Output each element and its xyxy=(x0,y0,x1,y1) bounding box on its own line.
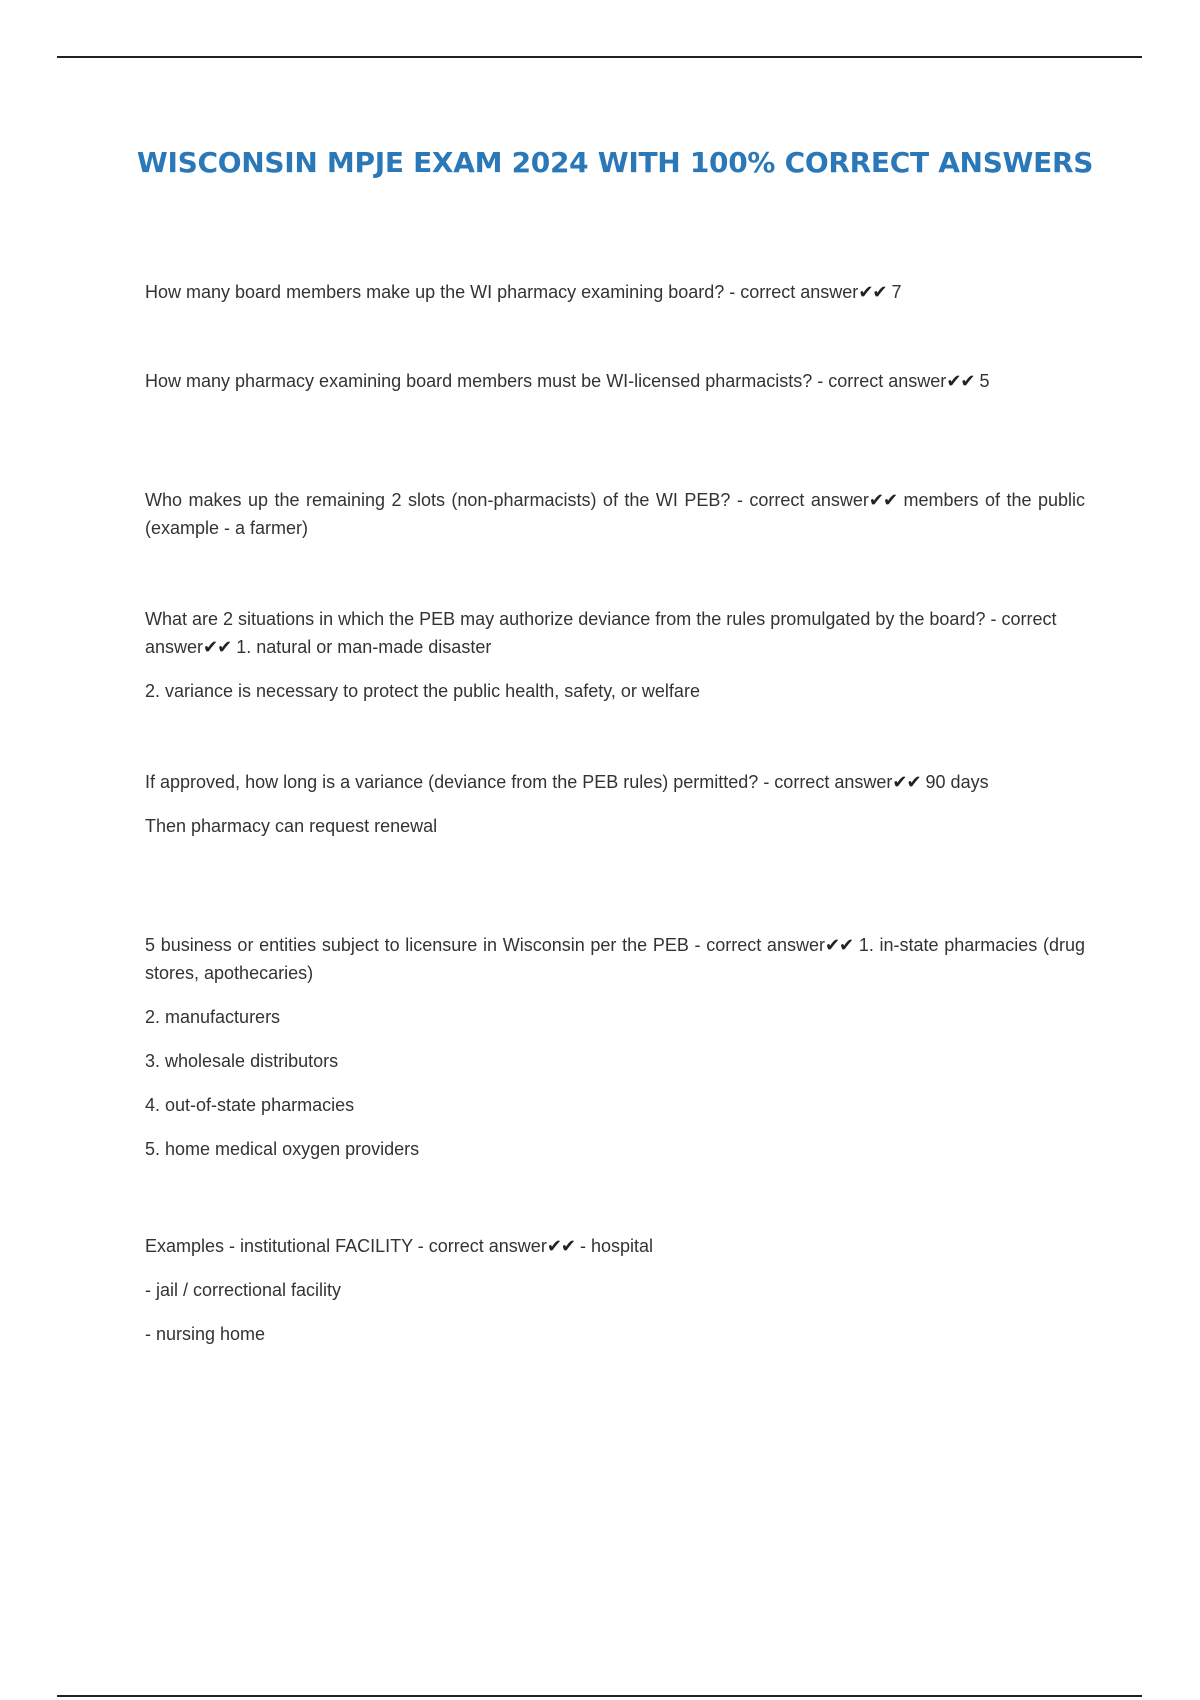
answer-separator: - correct answer xyxy=(688,935,825,955)
checkmark-icon: ✔✔ xyxy=(824,935,854,955)
answer-separator: - correct answer xyxy=(730,490,869,510)
answer-text: 5 xyxy=(974,371,990,391)
answer-separator: - correct answer xyxy=(724,282,859,302)
question-text: 5 business or entities subject to licensure in Wisconsin per the PEB xyxy=(145,935,689,955)
qa-item xyxy=(145,931,1085,1163)
answer-text: 90 days xyxy=(920,772,989,792)
answer-line: 2. manufacturers xyxy=(145,1007,281,1027)
answer-separator: - correct answer xyxy=(812,371,947,391)
document-title: WISCONSIN MPJE EXAM 2024 WITH 100% CORRECT ANSWERS xyxy=(136,146,1094,179)
answer-line: 5. home medical oxygen providers xyxy=(145,1139,420,1159)
answer-separator: - correct answer xyxy=(412,1236,547,1256)
qa-question-answer xyxy=(145,367,1085,395)
top-rule xyxy=(57,56,1142,58)
checkmark-icon: ✔✔ xyxy=(203,637,232,657)
question-text: If approved, how long is a variance (deviance from the PEB rules) permitted? xyxy=(145,772,759,792)
qa-item xyxy=(145,1232,1085,1348)
question-text: Examples - institutional FACILITY xyxy=(145,1236,413,1256)
qa-question-answer xyxy=(145,486,1085,542)
question-text: What are 2 situations in which the PEB may authorize deviance from the rules promulgated by the board? xyxy=(145,609,986,629)
answer-line: - nursing home xyxy=(145,1324,266,1344)
qa-question-answer xyxy=(145,278,1085,306)
question-text: How many board members make up the WI pharmacy examining board? xyxy=(145,282,725,302)
answer-line: 4. out-of-state pharmacies xyxy=(145,1095,355,1115)
qa-item xyxy=(145,278,1085,306)
answer-text: members of the public (example - a farmer) xyxy=(145,490,1085,538)
qa-item xyxy=(145,605,1085,705)
answer-text: - hospital xyxy=(575,1236,654,1256)
answer-line: Then pharmacy can request renewal xyxy=(145,816,438,836)
bottom-rule xyxy=(57,1695,1142,1697)
answer-text: 1. natural or man-made disaster xyxy=(231,637,492,657)
checkmark-icon: ✔✔ xyxy=(946,371,975,391)
answer-separator: - correct answer xyxy=(145,609,1057,657)
checkmark-icon: ✔✔ xyxy=(546,1236,575,1256)
answer-line: - jail / correctional facility xyxy=(145,1280,342,1300)
qa-item xyxy=(145,768,1085,840)
answer-text: 7 xyxy=(886,282,902,302)
checkmark-icon: ✔✔ xyxy=(892,772,921,792)
qa-question-answer xyxy=(145,605,1085,661)
question-text: Who makes up the remaining 2 slots (non-pharmacists) of the WI PEB? xyxy=(145,490,731,510)
question-text: How many pharmacy examining board members must be WI-licensed pharmacists? xyxy=(145,371,813,391)
answer-line: 2. variance is necessary to protect the public health, safety, or welfare xyxy=(145,681,700,701)
qa-item xyxy=(145,367,1085,395)
checkmark-icon: ✔✔ xyxy=(868,490,898,510)
answer-separator: - correct answer xyxy=(758,772,893,792)
qa-question-answer xyxy=(145,1232,1085,1260)
qa-question-answer xyxy=(145,931,1085,987)
qa-question-answer xyxy=(145,768,1085,796)
qa-item xyxy=(145,486,1085,542)
answer-text: 1. in-state pharmacies (drug stores, apothecaries) xyxy=(145,935,1086,983)
checkmark-icon: ✔✔ xyxy=(858,282,887,302)
answer-line: 3. wholesale distributors xyxy=(145,1051,339,1071)
